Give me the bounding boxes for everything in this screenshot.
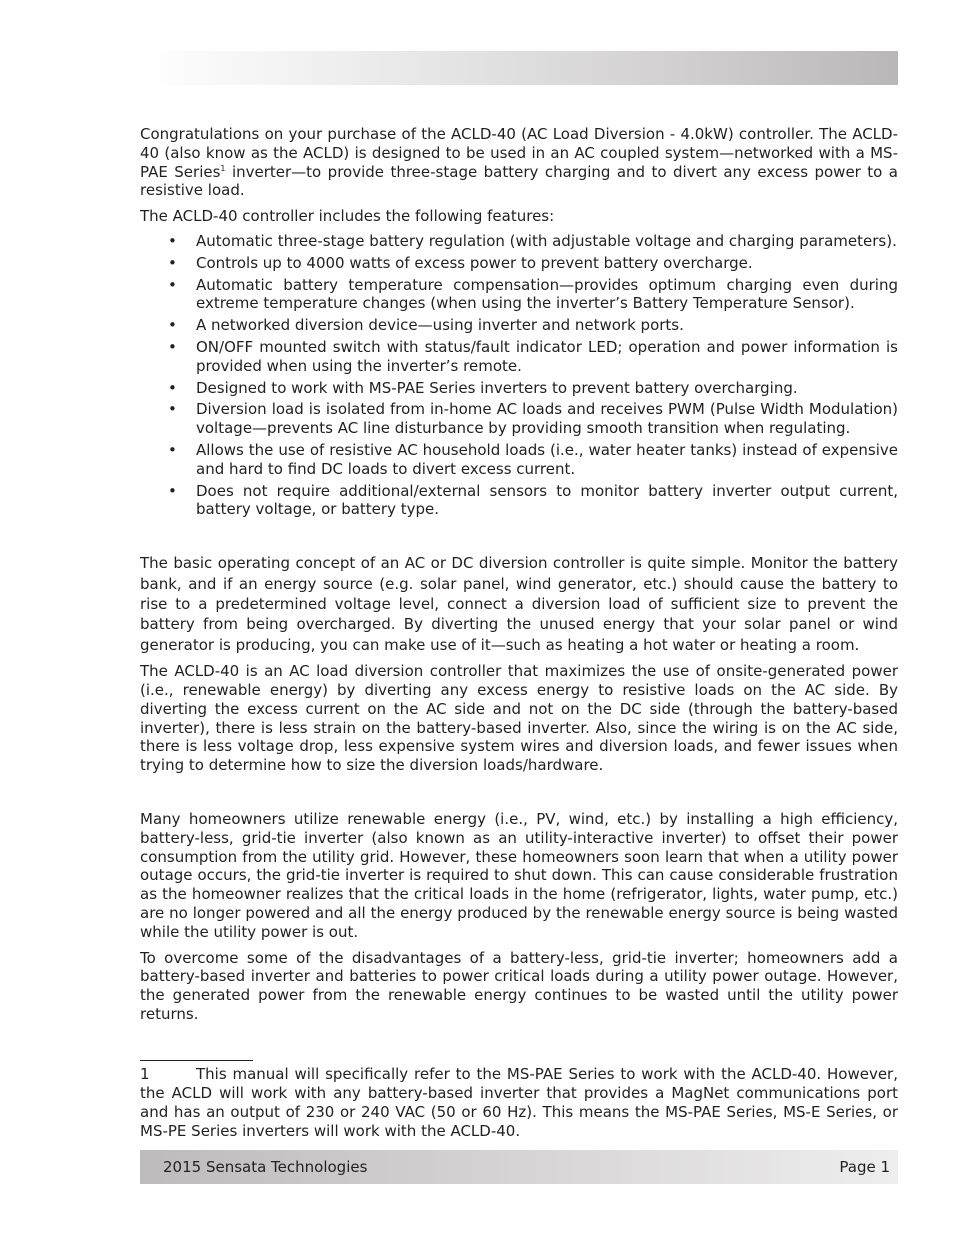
list-item: • Automatic three-stage battery regulation (with adjustable voltage and charging parameters). [168,231,897,250]
footnote-number: 1 [140,1065,150,1083]
header-bar [140,51,898,85]
bullet: • [168,337,177,356]
features-intro: The ACLD-40 controller includes the following features: [140,207,555,226]
list-item: • Designed to work with MS-PAE Series inverters to prevent battery overcharging. [168,378,798,397]
concept-paragraph-2: The ACLD-40 is an AC load diversion controller that maximizes the use of onsite-generated power (i.e., renewable energy) by diverting any excess energy to resistive loads on the AC side. By diverting the excess current on the AC side and not on the DC side (through the battery-based inverter), there is less strain on the battery-based inverter. Also, since the wiring is on the AC side, there is less voltage drop, less expensive system wires and diversion loads, and fewer issues when trying to determine how to size the diversion loads/hardware. [140,662,898,775]
list-item: • Controls up to 4000 watts of excess power to prevent battery overcharge. [168,253,753,272]
bullet: • [168,231,177,250]
main-content [140,125,898,1024]
footnote-reference[interactable]: 1 [220,163,226,173]
intro-paragraph: Congratulations on your purchase of the ACLD-40 (AC Load Diversion - 4.0kW) controller. The ACLD-40 (also know as the ACLD) is designed to be used in an AC coupled system—networked with a MS-PAE Series$^1$ inverter—to provide three-stage battery charging and to divert any excess power to a resistive load. [140,125,898,200]
page-number: Page 1 [839,1158,890,1176]
homeowners-paragraph-1: Many homeowners utilize renewable energy (i.e., PV, wind, etc.) by installing a high efficiency, battery-less, grid-tie inverter (also known as an utility-interactive inverter) to offset their power consumption from the utility grid. However, these homeowners soon learn that when a utility power outage occurs, the grid-tie inverter is required to shut down. This can cause considerable frustration as the homeowner realizes that the critical loads in the home (refrigerator, lights, water pump, etc.) are no longer powered and all the energy produced by the renewable energy source is being wasted while the utility power is out. [140,809,898,941]
bullet: • [168,440,177,459]
bullet: • [168,253,177,272]
features-list [140,232,898,519]
list-item: • Does not require additional/external sensors to monitor battery inverter output current, battery voltage, or battery type. [168,481,898,519]
list-item: • Diversion load is isolated from in-home AC loads and receives PWM (Pulse Width Modulation) voltage—prevents AC line disturbance by providing smooth transition when regulating. [168,400,898,438]
footnote-divider [140,1060,253,1061]
homeowners-paragraph-2: To overcome some of the disadvantages of a battery-less, grid-tie inverter; homeowners add a battery-based inverter and batteries to power critical loads during a utility power outage. However, the generated power from the renewable energy continues to be wasted until the utility power returns. [140,948,898,1023]
list-item: • Allows the use of resistive AC household loads (i.e., water heater tanks) instead of expensive and hard to find DC loads to divert excess current. [168,440,898,478]
footer-copyright: 2015 Sensata Technologies [163,1158,368,1176]
list-item: • ON/OFF mounted switch with status/fault indicator LED; operation and power information is provided when using the inverter’s remote. [168,337,898,375]
list-item: • Automatic battery temperature compensation—provides optimum charging even during extreme temperature changes (when using the inverter’s Battery Temperature Sensor). [168,275,898,313]
concept-paragraph-1: The basic operating concept of an AC or DC diversion controller is quite simple. Monitor the battery bank, and if an energy source (e.g. solar panel, wind generator, etc.) should cause the battery to rise to a predetermined voltage level, connect a diversion load of sufficient size to prevent the battery from being overcharged. By diverting the unused energy that your solar panel or wind generator is producing, you can make use of it—such as heating a hot water or heating a room. [140,554,898,654]
bullet: • [168,378,177,397]
bullet: • [168,400,177,419]
list-item: • A networked diversion device—using inverter and network ports. [168,316,684,335]
bullet: • [168,316,177,335]
bullet: • [168,275,177,294]
footer-bar [140,1150,898,1184]
footnote-text: This manual will specifically refer to the MS-PAE Series to work with the ACLD-40. However, the ACLD will work with any battery-based inverter that provides a MagNet communications port and has an output of 230 or 240 VAC (50 or 60 Hz). This means the MS-PAE Series, MS-E Series, or MS-PE Series inverters will work with the ACLD-40. [140,1065,898,1140]
footnote [140,1065,898,1141]
bullet: • [168,481,177,500]
